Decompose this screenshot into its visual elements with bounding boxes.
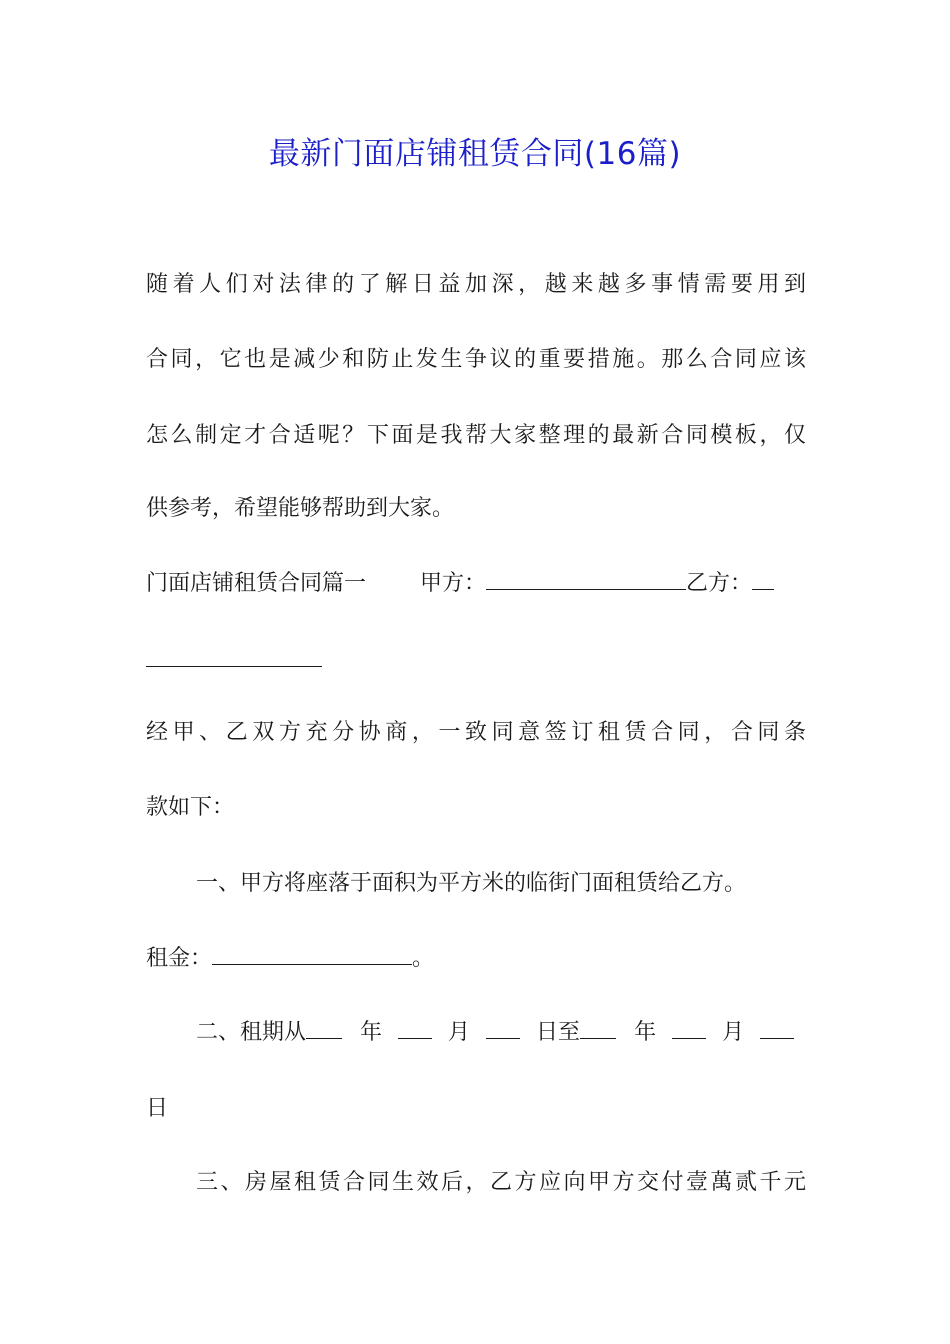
party-a-label: 甲方： [420, 571, 487, 596]
contract-heading: 门面店铺租赁合同篇一 [146, 571, 367, 596]
day-to-label: 日至 [536, 1020, 581, 1045]
party-b-blank-continued [146, 666, 322, 667]
end-month-blank [672, 1018, 706, 1039]
rent-line [146, 944, 434, 974]
month-label: 月 [448, 1020, 471, 1045]
clause-1-line: 一、甲方将座落于面积为平方米的临街门面租赁给乙方。 [196, 871, 747, 896]
rent-period: 。 [412, 946, 435, 971]
day-end-label: 日 [146, 1096, 169, 1121]
year-label: 年 [360, 1020, 383, 1045]
agreement-line-1: 经甲、乙双方充分协商，一致同意签订租赁合同，合同条 [146, 720, 806, 745]
intro-line-1: 随着人们对法律的了解日益加深，越来越多事情需要用到 [146, 272, 806, 297]
intro-line-4: 供参考，希望能够帮助到大家。 [146, 496, 455, 521]
end-day-blank [760, 1018, 794, 1039]
intro-line-2: 合同，它也是减少和防止发生争议的重要措施。那么合同应该 [146, 347, 806, 372]
rent-blank [212, 944, 412, 965]
clause-2-line [196, 1018, 794, 1048]
start-day-blank [486, 1018, 520, 1039]
clause-3-line: 三、房屋租赁合同生效后，乙方应向甲方交付壹萬贰千元 [196, 1170, 806, 1195]
month2-label: 月 [722, 1020, 745, 1045]
party-b-label: 乙方： [686, 571, 753, 596]
term-prefix: 二、租期从 [196, 1020, 307, 1045]
start-year-blank [306, 1018, 342, 1039]
end-year-blank [580, 1018, 616, 1039]
party-a-blank [486, 569, 686, 590]
agreement-line-2: 款如下： [146, 795, 235, 820]
rent-label: 租金： [146, 946, 213, 971]
document-title: 最新门面店铺租赁合同(16篇) [268, 136, 682, 172]
year2-label: 年 [634, 1020, 657, 1045]
start-month-blank [398, 1018, 432, 1039]
intro-line-3: 怎么制定才合适呢？下面是我帮大家整理的最新合同模板，仅 [146, 423, 806, 448]
party-b-blank [752, 569, 774, 590]
parties-line [146, 569, 774, 599]
